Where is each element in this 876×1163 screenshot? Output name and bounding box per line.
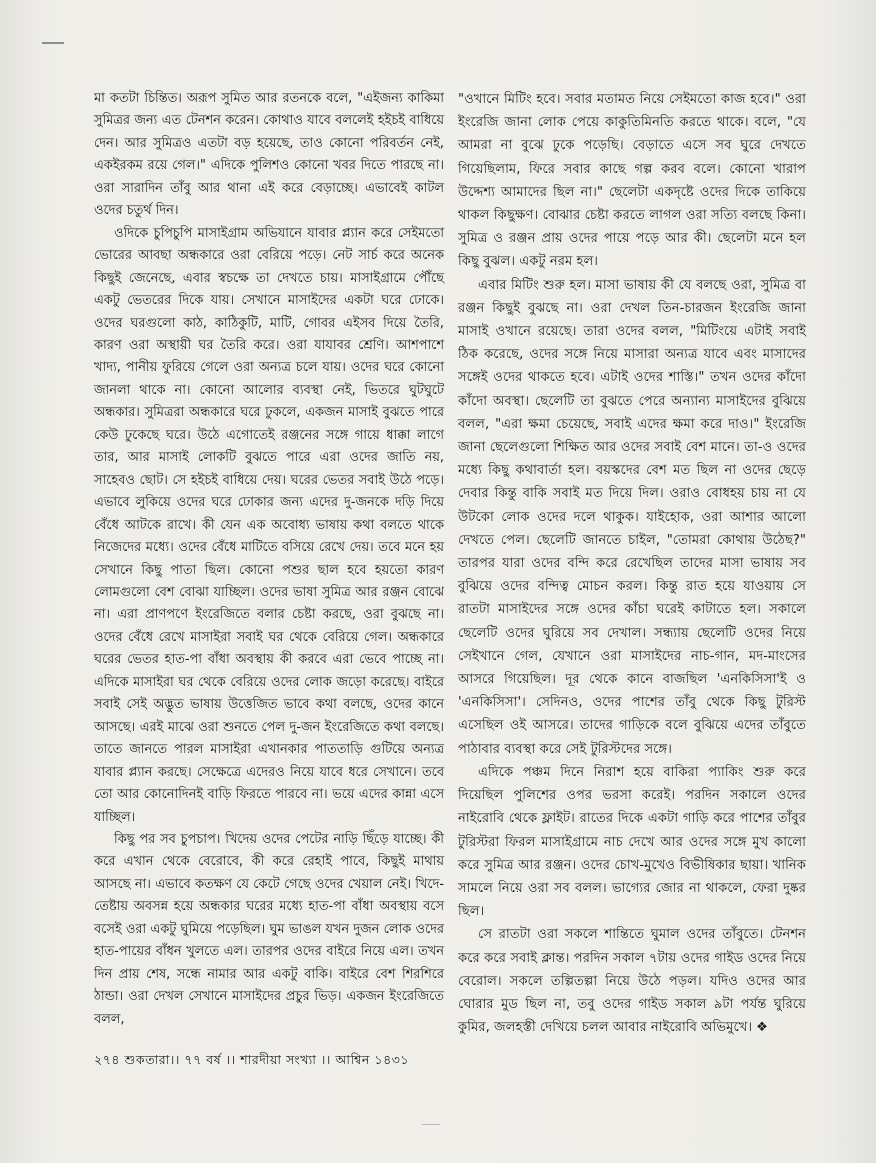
- page-footer: ২৭৪ শুকতারা।। ৭৭ বর্ষ ।। শারদীয়া সংখ্যা ।। আশ্বিন ১৪৩১: [94, 1052, 410, 1067]
- paragraph: ওদিকে চুপিচুপি মাসাইগ্রাম অভিযানে যাবার প্ল্যান করে সেইমতো ভোরের আবছা অন্ধকারে ওরা বেরিয়ে পড়ে। নেট সার্চ করে অনেক কিছুই জেনেছে, এবার স্বচক্ষে তা দেখতে চায়। মাসাইগ্রামে পৌঁছে একটু ভেতরের দিকে যায়। সেখানে মাসাইদের একটা ঘরে ঢোকে। ওদের ঘরগুলো কাঠ, কাঠিকুটি, মাটি, গোবর এইসব দিয়ে তৈরি, কারণ ওরা অস্থায়ী ঘর তৈরি করে। ওরা যাযাবর শ্রেণি। আশপাশে খাদ্য, পানীয় ফুরিয়ে গেলে ওরা অন্যত্র চলে যায়। ওদের ঘরে কোনো জানলা থাকে না। কোনো আলোর ব্যবস্থা নেই, ভিতরে ঘুটঘুটে অন্ধকার। সুমিত্ররা অন্ধকারে ঘরে ঢুকলে, একজন মাসাই বুঝতে পারে কেউ ঢুকেছে ঘরে। উঠে এগোতেই রঞ্জনের সঙ্গে গায়ে ধাক্কা লাগে তার, আর মাসাই লোকটি বুঝতে পারে এরা ওদের জাতি নয়, সাহেবও ছোট। সে হইচই বাধিয়ে দেয়। ঘরের ভেতর সবাই উঠে পড়ে। এভাবে লুকিয়ে ওদের ঘরে ঢোকার জন্য এদের দু-জনকে দড়ি দিয়ে বেঁধে আটকে রাখে। কী যেন এক অবোধ্য ভাষায় কথা বলতে থাকে নিজেদের মধ্যে। ওদের বেঁধে মাটিতে বসিয়ে রেখে দেয়। তবে মনে হয় সেখানে কিছু পাতা ছিল। কোনো পশুর ছাল হবে হয়তো কারণ লোমগুলো বেশ বোঝা যাচ্ছিল। ওদের ভাষা সুমিত্র আর রঞ্জন বোঝে না। এরা প্রাণপণে ইংরেজিতে বলার চেষ্টা করছে, ওরা বুঝছে না। ওদের বেঁধে রেখে মাসাইরা সবাই ঘর থেকে বেরিয়ে গেল। অন্ধকারে ঘরের ভেতর হাত-পা বাঁধা অবস্থায় কী করবে এরা ভেবে পাচ্ছে না। এদিকে মাসাইরা ঘর থেকে বেরিয়ে ওদের লোক জড়ো করেছে। বাইরে সবাই সেই অদ্ভুত ভাষায় উত্তেজিত ভাবে কথা বলছে, ওদের কানে আসছে। এরই মাঝে ওরা শুনতে পেল দু-জন ইংরেজিতে কথা বলছে। তাতে জানতে পারল মাসাইরা এখানকার পাততাড়ি গুটিয়ে অন্যত্র যাবার প্ল্যান করছে। সেক্ষেত্রে এদেরও নিয়ে যাবে ধরে সেখানে। তবে তো আর কোনোদিনই বাড়ি ফিরতে পারবে না। ভয়ে এদের কান্না এসে যাচ্ছিল।: [94, 225, 444, 825]
- bottom-margin-rule: [422, 1124, 440, 1125]
- paragraph-text: সে রাতটা ওরা সকলে শান্তিতে ঘুমাল ওদের তাঁবুতে। টেনশন করে করে সবাই ক্লান্ত। পরদিন সকাল ৭টায় ওদের গাইড ওদের নিয়ে বেরোল। সকলে তল্পিতল্পা নিয়ে উঠে পড়ল। যদিও ওদের আর ঘোরার মুড ছিল না, তবু ওদের গাইড সকাল ৯টা পর্যন্ত ঘুরিয়ে কুমির, জলহস্তী দেখিয়ে চলল আবার নাইরোবি অভিমুখে।: [458, 927, 806, 1036]
- paragraph: [458, 923, 806, 1039]
- paragraph: কিছু পর সব চুপচাপ। খিদেয় ওদের পেটের নাড়ি ছিঁড়ে যাচ্ছে। কী করে এখান থেকে বেরোবে, কী করে রেহাই পাবে, কিছুই মাথায় আসছে না। এভাবে কতক্ষণ যে কেটে গেছে ওদের খেয়াল নেই। খিদে-তেষ্টায় অবসন্ন হয়ে অন্ধকার ঘরের মধ্যে হাত-পা বাঁধা অবস্থায় বসে বসেই ওরা একটু ঘুমিয়ে পড়েছিল। ঘুম ভাঙল যখন দুজন লোক ওদের হাত-পায়ের বাঁধন খুলতে এল। তারপর ওদের বাইরে নিয়ে এল। তখন দিন প্রায় শেষ, সন্ধে নামার আর একটু বাকি। বাইরে বেশ শিরশিরে ঠান্ডা। ওরা দেখল সেখানে মাসাইদের প্রচুর ভিড়। একজন ইংরেজিতে বলল,: [94, 831, 444, 1027]
- left-text-column: [94, 88, 444, 1031]
- story-end-icon: ❖: [756, 1020, 768, 1036]
- top-margin-rule: [42, 42, 64, 44]
- right-text-column: [458, 88, 806, 1039]
- paragraph: "ওখানে মিটিং হবে। সবার মতামত নিয়ে সেইমতো কাজ হবে।" ওরা ইংরেজি জানা লোক পেয়ে কাকুতিমিনতি করতে থাকে। বলে, "যে আমরা না বুঝে ঢুকে পড়েছি। বেড়াতে এসে সব ঘুরে দেখতে গিয়েছিলাম, ফিরে সবার কাছে গল্প করব বলে। কোনো খারাপ উদ্দেশ্য আমাদের ছিল না।" ছেলেটা একদৃষ্টে ওদের দিকে তাকিয়ে থাকল কিছুক্ষণ। বোঝার চেষ্টা করতে লাগল ওরা সত্যি বলছে কিনা। সুমিত্র ও রঞ্জন প্রায় ওদের পায়ে পড়ে আর কী। ছেলেটা মনে হল কিছু বুঝল। একটু নরম হল।: [458, 92, 806, 270]
- paragraph: মা কতটা চিন্তিত। অরূপ সুমিত আর রতনকে বলে, "এইজন্য কাকিমা সুমিত্রর জন্য এত টেনশন করেন। কোথাও যাবে বললেই হইচই বাধিয়ে দেন। আর সুমিত্রও এতটা বড় হয়েছে, তাও কোনো পরিবর্তন নেই, একইরকম রয়ে গেল।" এদিকে পুলিশও কোনো খবর দিতে পারছে না। ওরা সারাদিন তাঁবু আর থানা এই করে বেড়াচ্ছে। এভাবেই কাটল ওদের চতুর্থ দিন।: [94, 91, 444, 219]
- paragraph: এদিকে পঞ্চম দিনে নিরাশ হয়ে বাকিরা প্যাকিং শুরু করে দিয়েছিল পুলিশের ওপর ভরসা করেই। পরদিন সকালে ওদের নাইরোবি থেকে ফ্লাইট। রাতের দিকে একটা গাড়ি করে পাশের তাঁবুর টুরিস্টরা ফিরল মাসাইগ্রামে নাচ দেখে আর ওদের সঙ্গে মুখ কালো করে সুমিত্র আর রঞ্জন। ওদের চোখ-মুখেও বিভীষিকার ছায়া। খানিক সামলে নিয়ে ওরা সব বলল। ভাগ্যের জোর না থাকলে, ফেরা দুষ্কর ছিল।: [458, 764, 806, 920]
- paragraph: এবার মিটিং শুরু হল। মাসা ভাষায় কী যে বলছে ওরা, সুমিত্র বা রঞ্জন কিছুই বুঝছে না। ওরা দেখল তিন-চারজন ইংরেজি জানা মাসাই ওখানে রয়েছে। তারা ওদের বলল, "মিটিংয়ে এটাই সবাই ঠিক করেছে, ওদের সঙ্গে নিয়ে মাসারা অন্যত্র যাবে এবং মাসাদের সঙ্গেই ওদের থাকতে হবে। এটাই ওদের শাস্তি।" তখন ওদের কাঁদো কাঁদো অবস্থা। ছেলেটি তা বুঝতে পেরে অন্যান্য মাসাইদের বুঝিয়ে বলল, "এরা ক্ষমা চেয়েছে, সবাই এদের ক্ষমা করে দাও।" ইংরেজি জানা ছেলেগুলো শিক্ষিত আর ওদের সবাই বেশ মানে। তা-ও ওদের মধ্যে কিছু কথাবার্তা হল। বয়স্কদের বেশ মত ছিল না ওদের ছেড়ে দেবার কিন্তু বাকি সবাই মত দিয়ে দিল। ওরাও বোধহয় চায় না যে উটকো লোক ওদের দলে থাকুক। যাইহোক, ওরা আশার আলো দেখতে পেল। ছেলেটি জানতে চাইল, "তোমরা কোথায় উঠেছ?" তারপর যারা ওদের বন্দি করে রেখেছিল তাদের মাসা ভাষায় সব বুঝিয়ে ওদের বন্দিত্ব মোচন করল। কিন্তু রাত হয়ে যাওয়ায় সে রাতটা মাসাইদের সঙ্গে ওদের কাঁচা ঘরেই কাটাতে হল। সকালে ছেলেটি ওদের ঘুরিয়ে সব দেখাল। সন্ধ্যায় ছেলেটি ওদের নিয়ে সেইখানে গেল, যেখানে ওরা মাসাইদের নাচ-গান, মদ-মাংসের আসরে গিয়েছিল। দূর থেকে কানে বাজছিল 'এনকিসিসা'ই ও 'এনকিসিসা'। সেদিনও, ওদের পাশের তাঁবু থেকে কিছু টুরিস্ট এসেছিল ওই আসরে। তাদের গাড়িকে বলে বুঝিয়ে এদের তাঁবুতে পাঠাবার ব্যবস্থা করে সেই টুরিস্টদের সঙ্গে।: [458, 277, 806, 757]
